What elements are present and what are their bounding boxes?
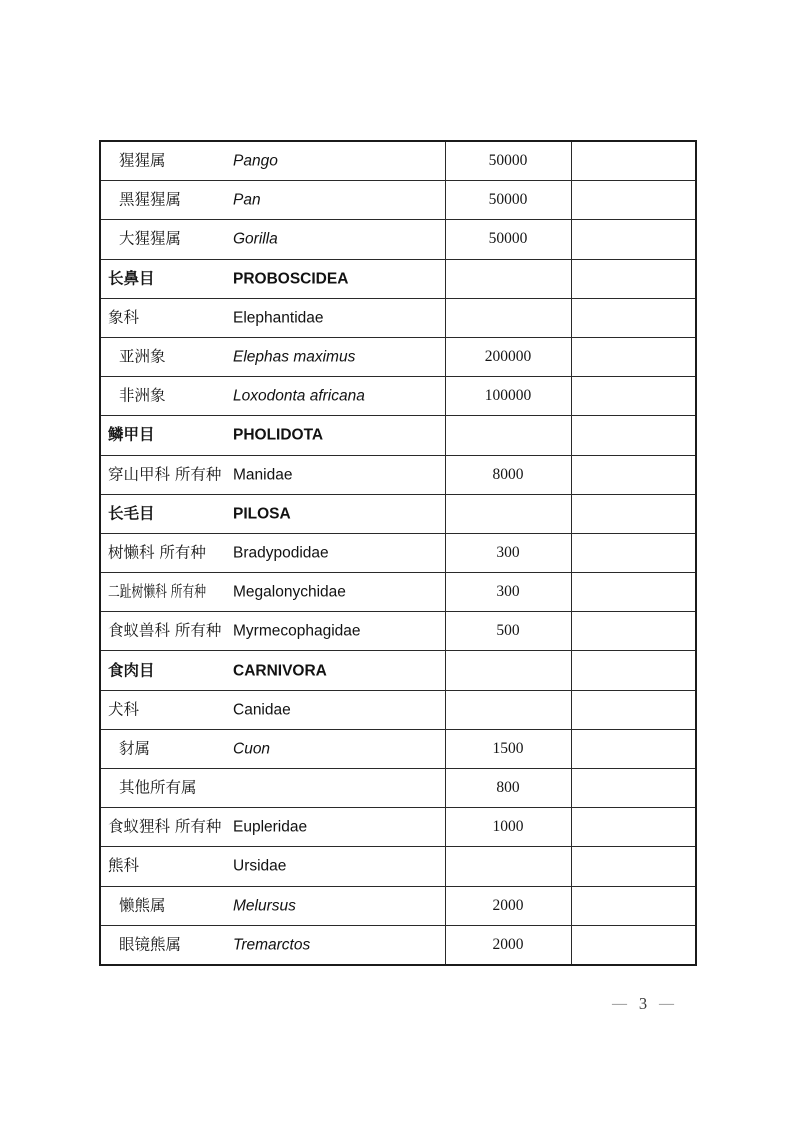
table-row (100, 573, 696, 612)
page-number-dash-left: — (612, 995, 627, 1012)
species-name-latin: Pango (233, 152, 278, 170)
species-name-latin: Tremarctos (233, 936, 311, 954)
species-name-cn: 猩猩属 (119, 151, 166, 170)
notes-cell (571, 925, 696, 965)
notes-cell (571, 141, 696, 181)
species-name-latin: Canidae (233, 700, 291, 718)
quota-value-cell (445, 298, 571, 337)
species-name-latin: Elephas maximus (233, 348, 356, 366)
species-name-cn: 食肉目 (108, 660, 155, 679)
page-number-value: 3 (638, 994, 648, 1013)
quota-value-cell: 50000 (445, 181, 571, 220)
quota-value-cell: 2000 (445, 925, 571, 965)
name-cell (100, 612, 445, 651)
species-name-latin: Ursidae (233, 857, 287, 875)
table-row (100, 337, 696, 376)
notes-cell (571, 769, 696, 808)
species-name-latin: Manidae (233, 465, 293, 483)
species-name-latin: Bradypodidae (233, 544, 329, 562)
species-name-latin: PROBOSCIDEA (233, 269, 349, 287)
notes-cell (571, 886, 696, 925)
table-row (100, 181, 696, 220)
species-name-latin: PILOSA (233, 505, 291, 523)
notes-cell (571, 729, 696, 768)
name-cell (100, 925, 445, 965)
name-cell (100, 377, 445, 416)
quota-value-cell: 200000 (445, 337, 571, 376)
notes-cell (571, 181, 696, 220)
table-row (100, 416, 696, 455)
table-row (100, 533, 696, 572)
quota-value-cell (445, 416, 571, 455)
name-cell (100, 455, 445, 494)
species-name-cn: 长毛目 (108, 504, 155, 523)
species-name-cn: 黑猩猩属 (119, 190, 182, 209)
quota-value-cell: 300 (445, 573, 571, 612)
notes-cell (571, 377, 696, 416)
species-name-latin: CARNIVORA (233, 661, 327, 679)
species-name-cn: 亚洲象 (119, 347, 166, 366)
quota-value-cell (445, 259, 571, 298)
notes-cell (571, 494, 696, 533)
name-cell (100, 808, 445, 847)
quota-value-cell: 50000 (445, 141, 571, 181)
species-name-cn: 二趾树懒科 所有种 (108, 582, 206, 601)
quota-value-cell: 1000 (445, 808, 571, 847)
name-cell (100, 886, 445, 925)
table-row (100, 690, 696, 729)
name-cell (100, 220, 445, 259)
table-row (100, 612, 696, 651)
quota-value-cell (445, 651, 571, 690)
species-name-cn: 树懒科 所有种 (108, 543, 206, 562)
name-cell (100, 729, 445, 768)
quota-value-cell: 300 (445, 533, 571, 572)
notes-cell (571, 220, 696, 259)
name-cell (100, 533, 445, 572)
page-number (612, 994, 674, 1014)
table-row (100, 769, 696, 808)
name-cell (100, 298, 445, 337)
species-name-latin: Myrmecophagidae (233, 622, 361, 640)
notes-cell (571, 690, 696, 729)
quota-value-cell: 1500 (445, 729, 571, 768)
species-name-cn: 非洲象 (119, 386, 166, 405)
species-name-cn: 懒熊属 (119, 895, 166, 914)
quota-value-cell: 2000 (445, 886, 571, 925)
table-row (100, 259, 696, 298)
name-cell (100, 769, 445, 808)
table-row (100, 886, 696, 925)
quota-value-cell: 500 (445, 612, 571, 651)
table-row (100, 729, 696, 768)
notes-cell (571, 808, 696, 847)
species-name-cn: 穿山甲科 所有种 (108, 464, 222, 483)
name-cell (100, 416, 445, 455)
species-name-cn: 犬科 (108, 699, 140, 718)
species-name-cn: 食蚁兽科 所有种 (108, 621, 222, 640)
species-name-latin: Cuon (233, 740, 271, 758)
table-row (100, 220, 696, 259)
name-cell (100, 573, 445, 612)
quota-value-cell: 100000 (445, 377, 571, 416)
table-row (100, 141, 696, 181)
species-name-latin: Megalonychidae (233, 583, 346, 601)
table-row (100, 847, 696, 886)
table-row (100, 377, 696, 416)
species-name-cn: 眼镜熊属 (119, 935, 182, 954)
notes-cell (571, 337, 696, 376)
quota-value-cell: 50000 (445, 220, 571, 259)
species-name-latin: Eupleridae (233, 818, 308, 836)
notes-cell (571, 573, 696, 612)
table-row (100, 651, 696, 690)
quota-value-cell: 800 (445, 769, 571, 808)
notes-cell (571, 298, 696, 337)
name-cell (100, 181, 445, 220)
notes-cell (571, 847, 696, 886)
notes-cell (571, 416, 696, 455)
species-name-latin: Gorilla (233, 230, 278, 248)
table-row (100, 494, 696, 533)
species-name-cn: 豺属 (119, 739, 151, 758)
table-row (100, 925, 696, 965)
quota-value-cell (445, 494, 571, 533)
name-cell (100, 690, 445, 729)
species-name-latin: Melursus (233, 896, 296, 914)
notes-cell (571, 651, 696, 690)
table-row (100, 298, 696, 337)
name-cell (100, 651, 445, 690)
species-name-latin: Loxodonta africana (233, 387, 365, 405)
notes-cell (571, 612, 696, 651)
quota-value-cell (445, 847, 571, 886)
species-name-cn: 长鼻目 (108, 268, 155, 287)
species-name-cn: 大猩猩属 (119, 229, 182, 248)
species-name-cn: 食蚁狸科 所有种 (108, 817, 222, 836)
quota-value-cell (445, 690, 571, 729)
species-name-latin: Elephantidae (233, 309, 324, 327)
species-name-cn: 其他所有属 (119, 778, 197, 797)
name-cell (100, 337, 445, 376)
notes-cell (571, 455, 696, 494)
species-quota-table (99, 140, 697, 966)
species-name-cn: 象科 (108, 308, 140, 327)
table-row (100, 455, 696, 494)
species-name-cn: 熊科 (108, 856, 140, 875)
name-cell (100, 847, 445, 886)
name-cell (100, 259, 445, 298)
name-cell (100, 141, 445, 181)
notes-cell (571, 533, 696, 572)
table-row (100, 808, 696, 847)
name-cell (100, 494, 445, 533)
quota-value-cell: 8000 (445, 455, 571, 494)
table-body (100, 141, 696, 965)
page-number-dash-right: — (659, 995, 674, 1012)
species-name-cn: 鳞甲目 (108, 425, 155, 444)
species-name-latin: Pan (233, 191, 261, 209)
notes-cell (571, 259, 696, 298)
species-name-latin: PHOLIDOTA (233, 426, 324, 444)
